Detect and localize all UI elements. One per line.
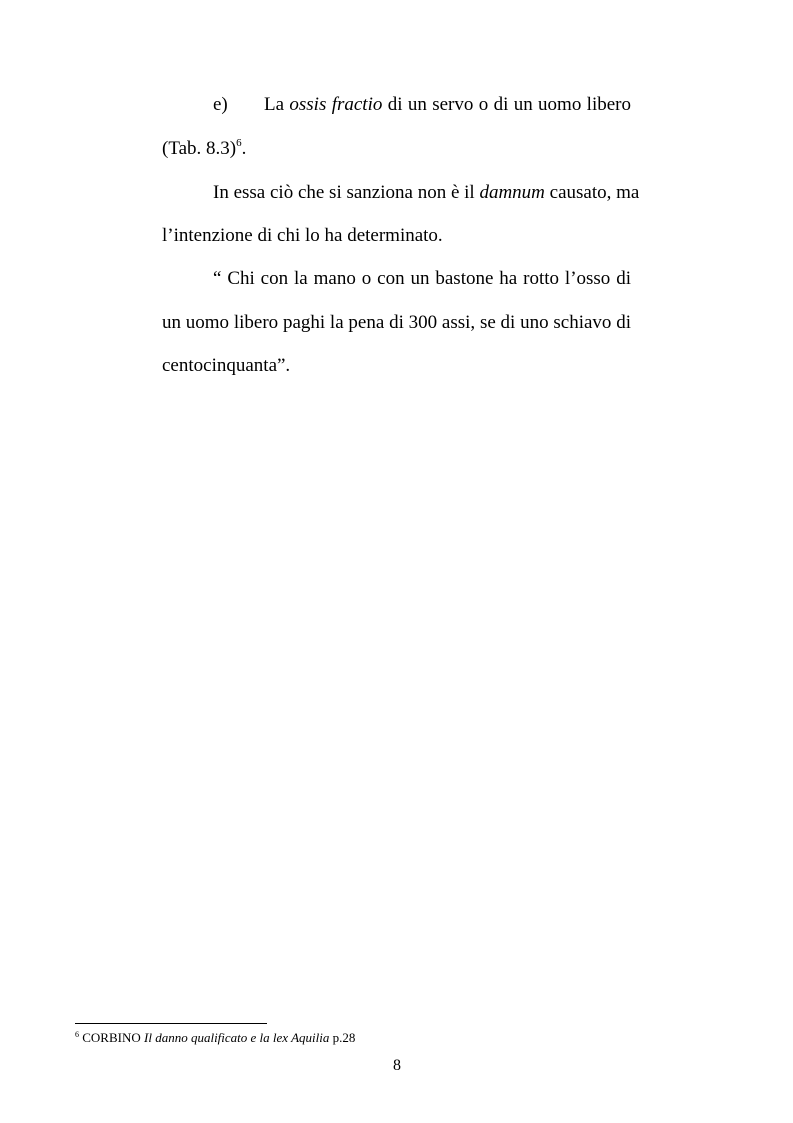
- quote-line-1: “ Chi con la mano o con un bastone ha rotto l’osso di: [213, 268, 631, 289]
- latin-term-ossis-fractio: ossis fractio: [289, 94, 383, 115]
- paragraph-1-end: causato, ma: [544, 182, 640, 203]
- page-number: 8: [393, 1057, 401, 1074]
- footnote: [75, 1030, 355, 1046]
- list-item-line-1: [264, 94, 631, 116]
- paragraph-1-line-2: l’intenzione di chi lo ha determinato.: [162, 225, 443, 246]
- paragraph-1-line-1: [213, 182, 640, 204]
- list-item-line-2: [162, 138, 246, 160]
- list-item-lead: La: [264, 94, 290, 115]
- footnote-author: CORBINO: [79, 1030, 145, 1045]
- list-item-marker: e): [213, 94, 228, 115]
- list-item-period: .: [241, 138, 247, 159]
- table-reference: (Tab. 8.3): [162, 138, 237, 159]
- footnote-number: 6: [75, 1030, 79, 1039]
- list-item-rest: di un servo o di un uomo libero: [382, 94, 631, 115]
- quote-line-3: centocinquanta”.: [162, 355, 291, 376]
- footnote-page: p.28: [329, 1030, 356, 1045]
- paragraph-1-start: In essa ciò che si sanziona non è il: [213, 182, 480, 203]
- footnote-separator: [75, 1023, 267, 1024]
- footnote-title: Il danno qualificato e la lex Aquilia: [144, 1030, 330, 1045]
- latin-term-damnum: damnum: [479, 182, 545, 203]
- quote-line-2: un uomo libero paghi la pena di 300 assi, se di uno schiavo di: [162, 312, 631, 333]
- footnote-reference: 6: [236, 137, 242, 149]
